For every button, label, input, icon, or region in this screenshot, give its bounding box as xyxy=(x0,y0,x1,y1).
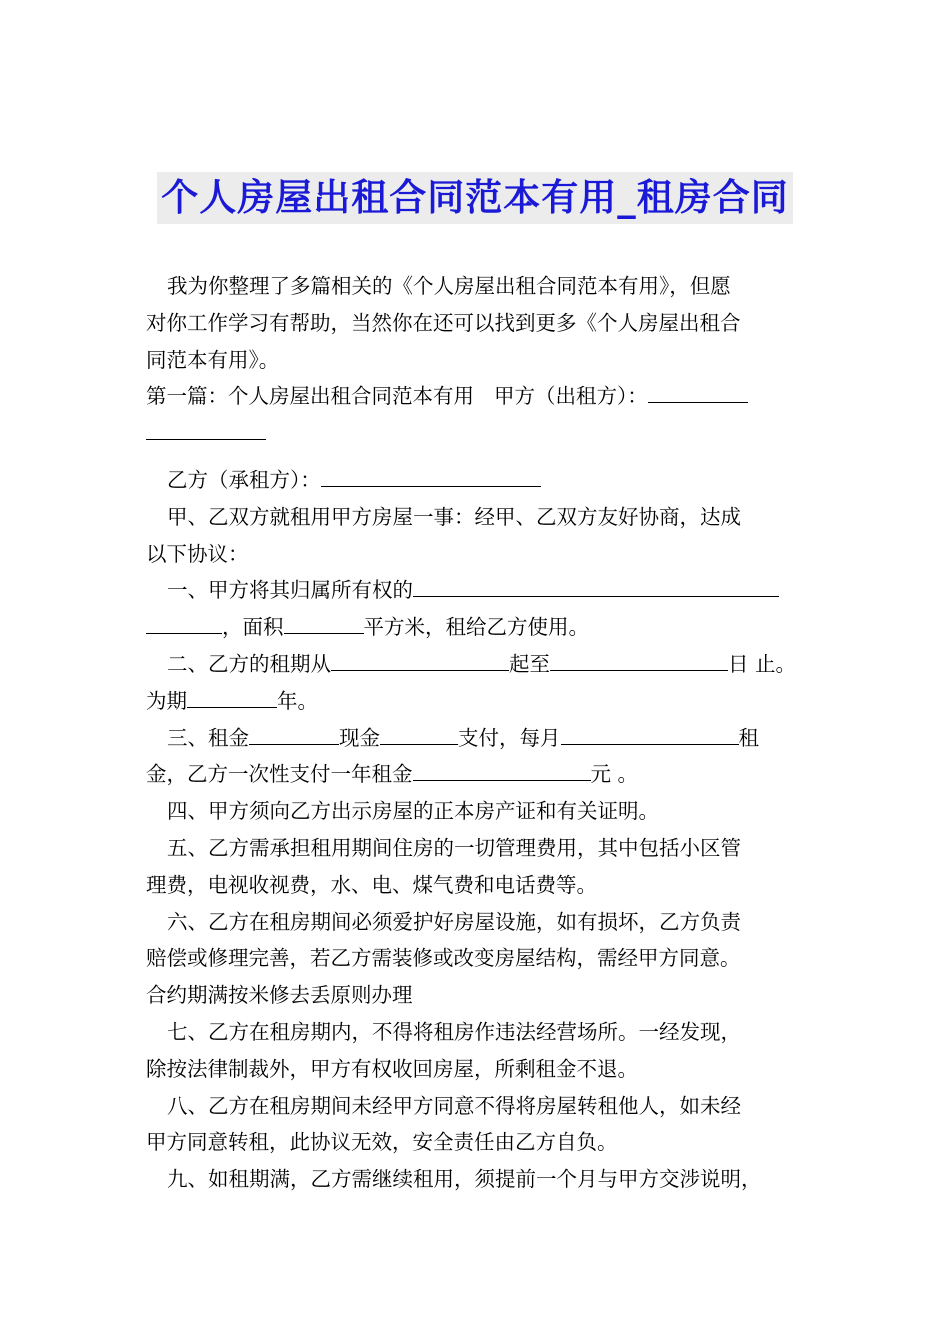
clause3-monthly-blank xyxy=(561,722,739,745)
clause2-start-blank xyxy=(331,648,509,671)
party-b-label: 乙方（承租方）： xyxy=(167,467,321,492)
clause3-cash-blank xyxy=(380,722,458,745)
clause2-text-e: 年。 xyxy=(277,688,318,713)
intro-line-1: 我为你整理了多篇相关的《个人房屋出租合同范本有用》，但愿 xyxy=(167,274,731,298)
clause6-line-1: 六、乙方在租房期间必须爱护好房屋设施，如有损坏，乙方负责 xyxy=(167,909,741,934)
clause2-text-a: 二、乙方的租期从 xyxy=(167,651,331,676)
clause9-line-1: 九、如租期满，乙方需继续租用，须提前一个月与甲方交涉说明， xyxy=(167,1167,762,1192)
clause3-text-e: 金，乙方一次性支付一年租金 xyxy=(146,762,413,787)
clause1-area-blank xyxy=(284,611,364,634)
document-body xyxy=(146,268,810,1198)
clause3-text-c: 支付，每月 xyxy=(458,725,561,750)
clause6-line-3: 合约期满按米修去丢原则办理 xyxy=(146,983,413,1008)
party-b-line xyxy=(146,462,810,499)
party-a-blank-2 xyxy=(146,417,266,440)
clause2-text-d: 为期 xyxy=(146,688,187,713)
clause1-text-c: 平方米，租给乙方使用。 xyxy=(363,615,589,640)
clause1-line-2 xyxy=(146,609,810,646)
clause7-line-2: 除按法律制裁外，甲方有权收回房屋，所剩租金不退。 xyxy=(146,1056,638,1081)
clause2-end-blank xyxy=(550,648,728,671)
clause7-line-1: 七、乙方在租房期内，不得将租房作违法经营场所。一经发现， xyxy=(167,1019,741,1044)
part-heading xyxy=(146,378,810,415)
clause2-text-c: 日 止。 xyxy=(728,651,797,676)
clause8-line-2: 甲方同意转租，此协议无效，安全责任由乙方自负。 xyxy=(146,1130,618,1155)
party-a-blank xyxy=(648,380,748,403)
party-b-blank xyxy=(321,464,541,487)
clause1-line-1 xyxy=(146,572,810,609)
clause3-rent-blank xyxy=(249,722,339,745)
party-a-blank-continued xyxy=(146,415,810,452)
clause2-line-2 xyxy=(146,683,810,720)
agreement-line-1: 甲、乙双方就租用甲方房屋一事：经甲、乙双方友好协商，达成 xyxy=(167,504,741,529)
title-wrap xyxy=(0,172,950,224)
clause1-property-blank-2 xyxy=(146,611,222,634)
clause3-text-b: 现金 xyxy=(339,725,380,750)
clause8-line-1: 八、乙方在租房期间未经甲方同意不得将房屋转租他人，如未经 xyxy=(167,1093,741,1118)
clause3-text-a: 三、租金 xyxy=(167,725,249,750)
clause3-text-d: 租 xyxy=(738,725,759,750)
intro-line-3: 同范本有用》。 xyxy=(146,347,280,372)
clause3-line-1 xyxy=(146,720,810,757)
page-title: 个人房屋出租合同范本有用_租房合同 xyxy=(157,172,793,224)
clause5-line-1: 五、乙方需承担租用期间住房的一切管理费用，其中包括小区管 xyxy=(167,835,741,860)
part-title: 第一篇：个人房屋出租合同范本有用 xyxy=(146,384,474,409)
clause2-period-blank xyxy=(187,685,277,708)
clause1-text-b: ，面积 xyxy=(222,615,284,640)
clause5-line-2: 理费，电视收视费，水、电、煤气费和电话费等。 xyxy=(146,872,597,897)
clause2-text-b: 起至 xyxy=(509,651,550,676)
clause2-line-1 xyxy=(146,646,810,683)
clause1-text-a: 一、甲方将其归属所有权的 xyxy=(167,578,413,603)
clause3-annual-blank xyxy=(413,758,591,781)
clause1-property-blank xyxy=(413,574,779,597)
clause6-line-2: 赔偿或修理完善，若乙方需装修或改变房屋结构，需经甲方同意。 xyxy=(146,946,741,971)
intro-line-2: 对你工作学习有帮助，当然你在还可以找到更多《个人房屋出租合 xyxy=(146,310,741,335)
agreement-line-2: 以下协议： xyxy=(146,541,249,566)
clause3-text-f: 元 。 xyxy=(590,762,639,787)
party-a-label: 甲方（出租方）： xyxy=(494,384,648,409)
clause3-line-2 xyxy=(146,756,810,793)
clause4-line: 四、甲方须向乙方出示房屋的正本房产证和有关证明。 xyxy=(167,799,659,824)
